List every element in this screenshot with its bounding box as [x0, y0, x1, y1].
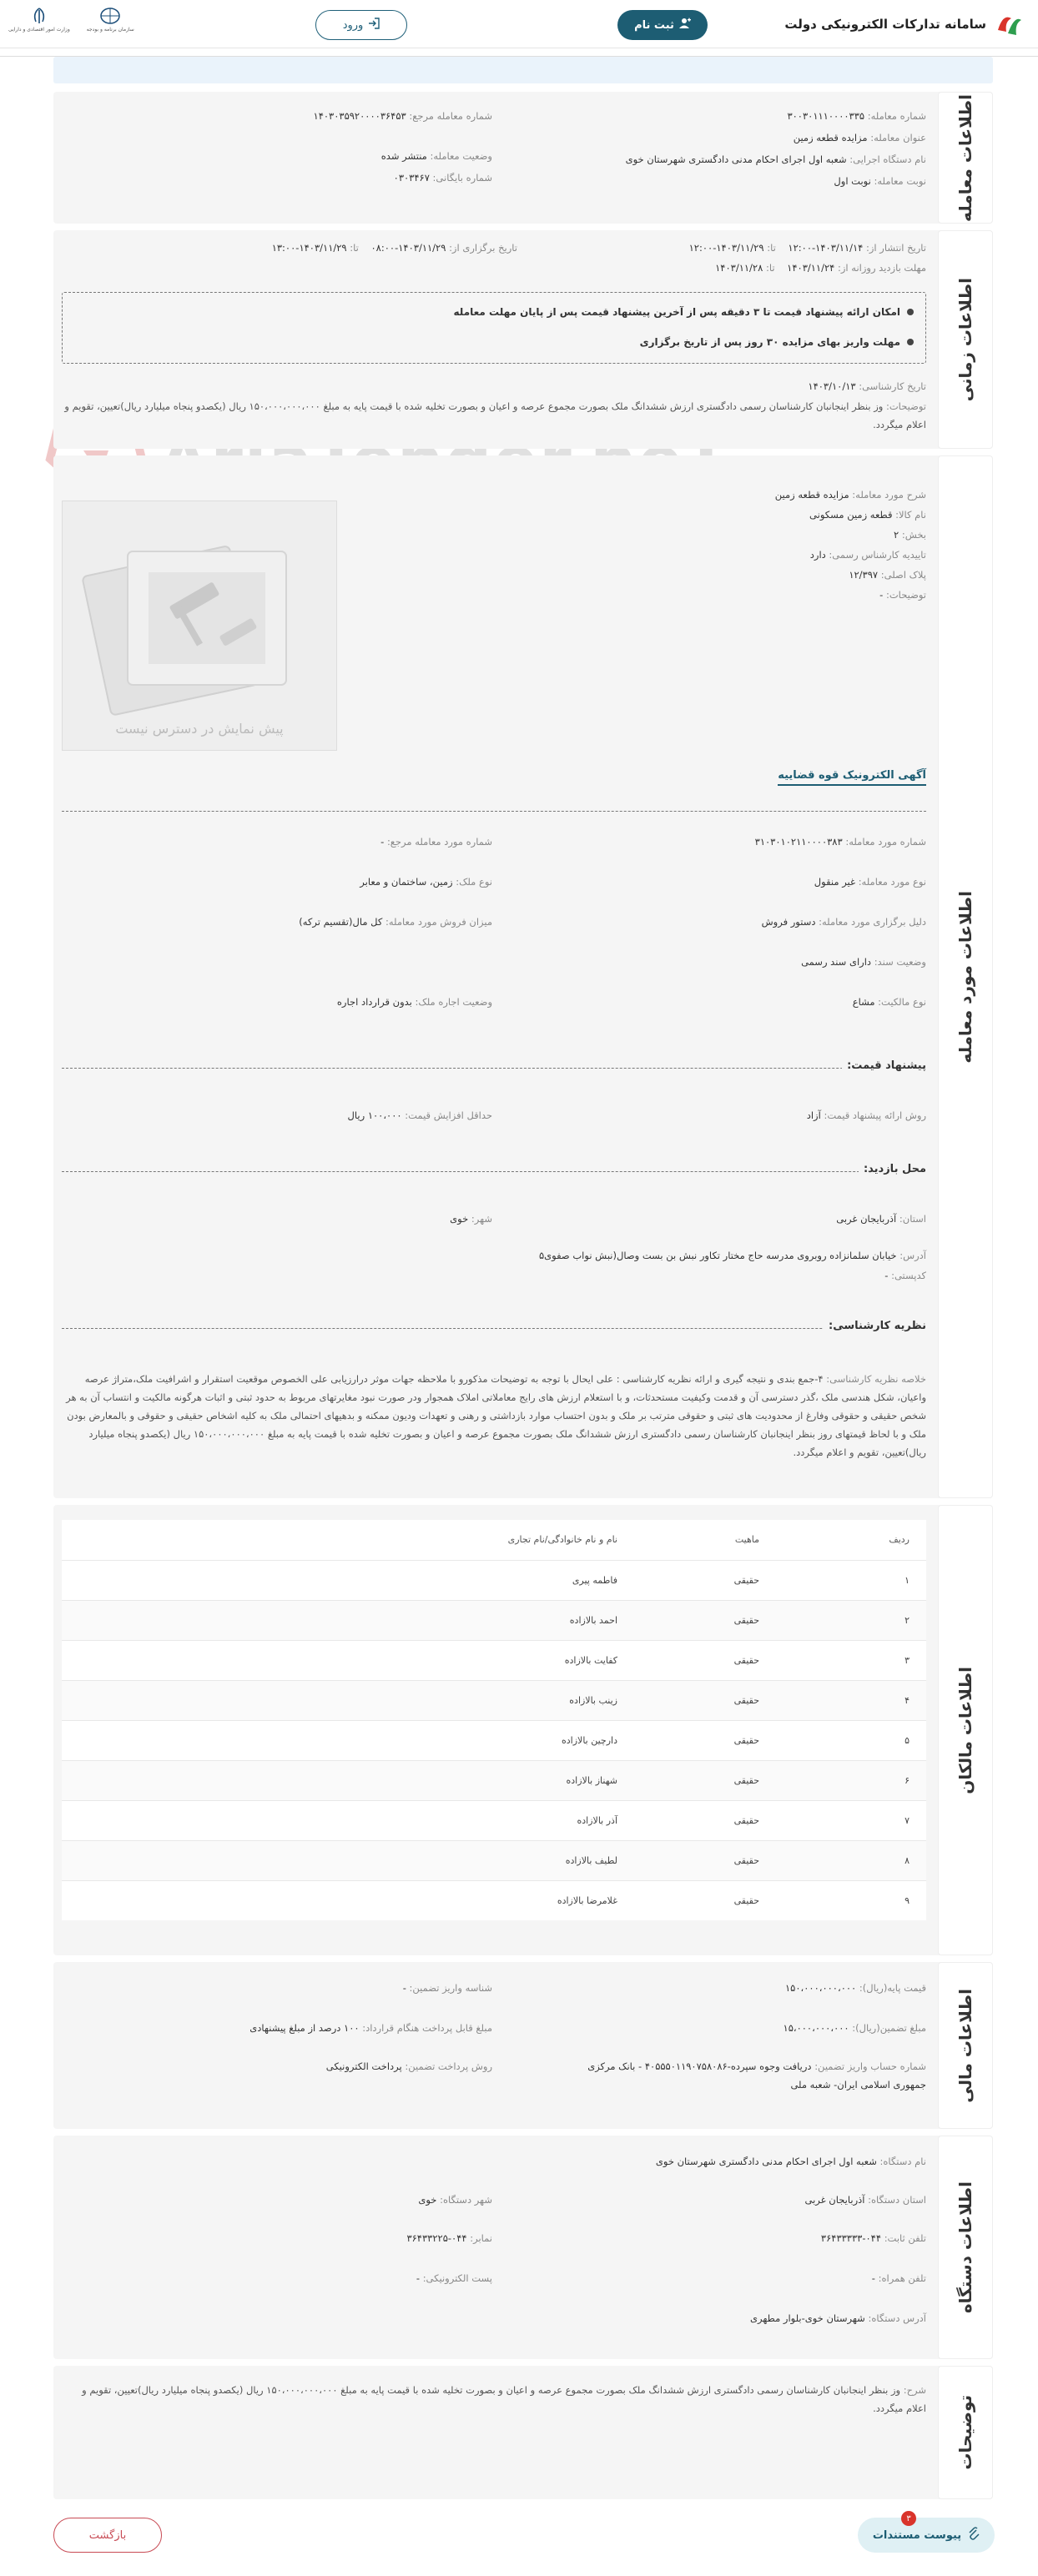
login-button[interactable] — [315, 10, 407, 40]
org-province-row: استان دستگاه: آذربایجان غربی — [804, 2194, 926, 2206]
column-header-row-number: ردیف — [776, 1520, 926, 1560]
bottom-actions — [0, 2511, 1038, 2561]
finance-section-label: اطلاعات مالی — [938, 1962, 993, 2129]
site-title: سامانه تدارکات الکترونیکی دولت — [784, 17, 986, 32]
column-header-type: ماهیت — [634, 1520, 776, 1560]
image-caption: پیش نمایش در دسترس نیست — [115, 721, 284, 737]
item-desc-row: شرح مورد معامله: مزایده قطعه زمین — [774, 489, 926, 501]
base-price-row: قیمت پایه(ریال): ۱۵۰،۰۰۰،۰۰۰،۰۰۰ — [784, 1982, 926, 1994]
transaction-number-row: شماره معامله: ۳۰۰۳۰۱۱۱۰۰۰۰۳۳۵ — [787, 110, 926, 122]
globe-emblem-icon — [99, 7, 121, 25]
transaction-section — [53, 92, 993, 224]
visit-date-row: مهلت بازدید روزانه از: ۱۴۰۳/۱۱/۲۴ تا: ۱۴۰۳/۱۱/۲۸ — [715, 262, 926, 274]
timing-description: توضیحات: وز بنظر اینجانبان کارشناسان رسمی دادگستری ارزش ششدانگ ملک بصورت مجموع عرصه و اعیان و بصورت تخلیه شده با قیمت پایه به مبلغ ۱۵۰،۰۰۰،۰۰۰،۰۰۰ ریال (یکصدو پنجاه میلیارد ریال)تعیین، تقویم و اعلام میگردد. — [64, 400, 926, 430]
cell-name: فاطمه پیری — [62, 1560, 634, 1600]
info-strip — [53, 57, 993, 83]
cell-type: حقیقی — [634, 1720, 776, 1760]
bid-method-row: روش ارائه پیشنهاد قیمت: آزاد — [806, 1109, 926, 1121]
transaction-title-row: عنوان معامله: مزایده قطعه زمین — [793, 132, 926, 143]
contract-payment-row: مبلغ قابل پرداخت هنگام قرارداد: ۱۰۰ درصد از مبلغ پیشنهادی — [249, 2022, 492, 2034]
bullet-icon — [907, 339, 914, 345]
back-button[interactable]: بازگشت — [53, 2518, 162, 2553]
item-number-row: شماره مورد معامله: ۳۱۰۳۰۱۰۲۱۱۰۰۰۰۳۸۳ — [754, 836, 926, 848]
city-row: شهر: خوی — [450, 1213, 492, 1225]
notice-item-1: امکان ارائه پیشنهاد قیمت تا ۳ دقیقه پس از آخرین پیشنهاد قیمت پس از پایان مهلت معامله — [454, 306, 914, 318]
org-section-label: اطلاعات دستگاه — [938, 2136, 993, 2359]
share-row: میزان فروش مورد معامله: کل مال(تقسیم ترکه) — [299, 916, 492, 928]
org-mobile-row: تلفن همراه: - — [871, 2272, 926, 2284]
cell-type: حقیقی — [634, 1800, 776, 1840]
transaction-section-label: اطلاعات معامله — [938, 92, 993, 224]
org-body — [62, 2136, 926, 2359]
cell-name: کفایت بالازاده — [62, 1640, 634, 1680]
property-type-row: نوع ملک: زمین، ساختمان و معابر — [360, 876, 492, 888]
expert-title: نظریه کارشناسی: — [824, 1320, 926, 1332]
cell-name: زینب بالازاده — [62, 1680, 634, 1720]
government-logos — [8, 7, 134, 33]
reason-row: دلیل برگزاری مورد معامله: دستور فروش — [761, 916, 926, 928]
login-icon — [368, 18, 380, 33]
notes-row: توضیحات: - — [879, 589, 926, 601]
cell-name: آذر بالازاده — [62, 1800, 634, 1840]
transaction-body — [62, 92, 926, 224]
planning-org-caption: سازمان برنامه و بودجه — [86, 27, 134, 33]
transaction-status-row: وضعیت معامله: منتشر شده — [380, 150, 492, 162]
deposit-id-row: شناسه واریز تضمین: - — [402, 1982, 492, 1994]
notice-box — [62, 292, 926, 364]
item-section-label: اطلاعات مورد معامله — [938, 455, 993, 1498]
user-add-icon — [679, 18, 691, 33]
cell-name: شهناز بالازاده — [62, 1760, 634, 1800]
register-label: ثبت نام — [634, 18, 674, 32]
expert-date-row: تاریخ کارشناسی: ۱۴۰۳/۱۰/۱۳ — [808, 380, 926, 392]
address-row: آدرس: خیابان سلمانزاده روبروی مدرسه حاج مختار تکاور نبش بن بست وصال(نبش نواب صفوی۵ — [538, 1250, 926, 1261]
table-row — [62, 1800, 926, 1840]
table-header-row — [62, 1520, 926, 1560]
cell-row-number: ۶ — [776, 1760, 926, 1800]
owners-section — [53, 1505, 993, 1955]
cell-type: حقیقی — [634, 1760, 776, 1800]
cell-type: حقیقی — [634, 1640, 776, 1680]
cell-name: احمد بالازاده — [62, 1600, 634, 1640]
register-button[interactable] — [617, 10, 708, 40]
account-row-2: جمهوری اسلامی ایران- شعبه ملی — [790, 2079, 926, 2090]
approval-row: تاییدیه کارشناس رسمی: دارد — [809, 549, 926, 561]
attachments-button[interactable] — [858, 2518, 995, 2553]
cell-row-number: ۲ — [776, 1600, 926, 1640]
table-row — [62, 1560, 926, 1600]
divider — [62, 1171, 926, 1172]
timing-section-label: اطلاعات زمانی — [938, 230, 993, 449]
org-city-row: شهر دستگاه: خوی — [418, 2194, 492, 2206]
ministry-logo — [8, 7, 70, 33]
table-row — [62, 1760, 926, 1800]
description-body — [62, 2366, 926, 2499]
column-header-name: نام و نام خانوادگی/نام تجاری — [62, 1520, 634, 1560]
cell-row-number: ۷ — [776, 1800, 926, 1840]
executing-org-row: نام دستگاه اجرایی: شعبه اول اجرای احکام مدنی دادگستری شهرستان خوی — [625, 153, 926, 165]
paperclip-icon — [968, 2527, 980, 2543]
transaction-round-row: نوبت معامله: نوبت اول — [834, 175, 926, 187]
owners-body — [62, 1505, 926, 1955]
cell-name: غلامرضا بالازاده — [62, 1880, 634, 1920]
org-section — [53, 2136, 993, 2359]
bullet-icon — [907, 309, 914, 315]
cell-row-number: ۸ — [776, 1840, 926, 1880]
cell-type: حقیقی — [634, 1600, 776, 1640]
table-row — [62, 1680, 926, 1720]
item-ref-row: شماره مورد معامله مرجع: - — [380, 836, 492, 848]
owners-table — [62, 1520, 926, 1920]
location-title: محل بازدید: — [859, 1163, 926, 1175]
section-row: بخش: ۲ — [893, 529, 926, 541]
cell-row-number: ۵ — [776, 1720, 926, 1760]
hold-date-row: تاریخ برگزاری از: ۱۴۰۳/۱۱/۲۹-۰۸:۰۰ تا: ۱۴۰۳/۱۱/۲۹-۱۳:۰۰ — [271, 242, 517, 254]
archive-number-row: شماره بایگانی: ۰۳۰۳۴۶۷ — [393, 172, 492, 184]
ownership-row: نوع مالکیت: مشاع — [852, 996, 926, 1008]
cell-name: لطیف بالازاده — [62, 1840, 634, 1880]
attachments-label: پیوست مستندات — [872, 2528, 962, 2542]
bid-min-row: حداقل افزایش قیمت: ۱۰۰،۰۰۰ ریال — [347, 1109, 492, 1121]
notice-item-2: مهلت واریز بهای مزایده ۳۰ روز پس از تاریخ برگزاری — [640, 336, 914, 348]
cell-type: حقیقی — [634, 1680, 776, 1720]
divider — [62, 1328, 926, 1329]
lease-row: وضعیت اجاره ملک: بدون قرارداد اجاره — [336, 996, 492, 1008]
attachments-count-badge: ۳ — [901, 2511, 916, 2526]
cell-row-number: ۱ — [776, 1560, 926, 1600]
ministry-caption: وزارت امور اقتصادی و دارایی — [8, 27, 70, 33]
setad-logo-icon — [995, 10, 1025, 38]
item-image-placeholder — [62, 501, 337, 751]
divider — [62, 1068, 926, 1069]
owners-section-label: اطلاعات مالکان — [938, 1505, 993, 1955]
item-section — [53, 455, 993, 1498]
table-row — [62, 1640, 926, 1680]
table-row — [62, 1880, 926, 1920]
top-navbar — [0, 0, 1038, 48]
iran-emblem-icon — [29, 7, 49, 25]
timing-section — [53, 230, 993, 449]
cell-type: حقیقی — [634, 1560, 776, 1600]
cell-type: حقیقی — [634, 1880, 776, 1920]
pay-method-row: روش پرداخت تضمین: پرداخت الکترونیکی — [325, 2060, 492, 2072]
guarantee-row: مبلغ تضمین(ریال): ۱۵،۰۰۰،۰۰۰،۰۰۰ — [783, 2022, 926, 2034]
timing-body — [62, 230, 926, 449]
description-section-label: توضیحات — [938, 2366, 993, 2499]
expert-summary: خلاصه نظریه کارشناسی: ۴-جمع بندی و نتیجه گیری و ارائه نظریه کارشناسی : علی ایحال با توجه به توضیحات مذکورو با ملاحظه جهات موثر درارزیابی علی الخصوص موقعیت استقرار و اشرافیت ملک،متراژ عرصه واعیان، شکل هندسی ملک ،گذر دسترسی آن و قدمت وکیفیت مستحدثات، و با استعلام ارزش های رایج معاملاتی املاک همجوار ودر صورت نبود مغایرتهای مربوط به حدود ثبتی و اثبات هرگونه مالکیت و انتساب آن به هر شخص حقیقی و حقوقی وفارغ از محدودیت های ثبتی و حقوقی مترتب بر ملک و بدون احتساب موارد بازداشتی و رهنی و تعهدات ودیون ممکنه و بدهیهای احتمالی ملک به کلیه اشخاص حقیقی و حقوقی و بالمعارض بودن ملک و با لحاظ قیمتهای روز بنظر اینجانبان کارشناسان رسمی دادگستری ارزش ششدانگ ملک بصورت مجموع عرصه و اعیان و بصورت تخلیه شده با قیمت پایه به مبلغ ۱۵۰،۰۰۰،۰۰۰،۰۰۰ ریال (یکصدو پنجاه میلیارد ریال)تعیین، تقویم و اعلام میگردد. — [66, 1373, 926, 1458]
cell-type: حقیقی — [634, 1840, 776, 1880]
login-label: ورود — [342, 18, 364, 32]
publish-date-row: تاریخ انتشار از: ۱۴۰۳/۱۱/۱۴-۱۲:۰۰ تا: ۱۴۰۳/۱۱/۲۹-۱۲:۰۰ — [688, 242, 926, 254]
bid-title: پیشنهاد قیمت: — [842, 1059, 926, 1072]
finance-body — [62, 1962, 926, 2129]
description-text: شرح: وز بنظر اینجانبان کارشناسان رسمی دادگستری ارزش ششدانگ ملک بصورت مجموع عرصه و اعیان و بصورت تخلیه شده با قیمت پایه به مبلغ ۱۵۰،۰۰۰،۰۰۰،۰۰۰ ریال (یکصدو پنجاه میلیارد ریال)تعیین، تقویم و اعلام میگردد. — [82, 2384, 926, 2414]
cell-row-number: ۴ — [776, 1680, 926, 1720]
good-name-row: نام کالا: قطعه زمین مسکونی — [809, 509, 926, 521]
judiciary-ad-link[interactable]: آگهی الکترونیک قوه قضاییه — [778, 769, 926, 786]
table-row — [62, 1600, 926, 1640]
brand[interactable] — [784, 10, 1025, 38]
cell-row-number: ۹ — [776, 1880, 926, 1920]
table-row — [62, 1720, 926, 1760]
ref-number-row: شماره معامله مرجع: ۱۴۰۳۰۳۵۹۲۰۰۰۰۳۶۴۵۳ — [313, 110, 492, 122]
finance-section — [53, 1962, 993, 2129]
menu-strip — [0, 48, 1038, 57]
org-fax-row: نمابر: ۰۴۴-۳۶۴۳۳۲۲۵ — [406, 2232, 492, 2244]
cell-name: دارچین بالازاده — [62, 1720, 634, 1760]
cell-row-number: ۳ — [776, 1640, 926, 1680]
org-name-row: نام دستگاه: شعبه اول اجرای احکام مدنی دادگستری شهرستان خوی — [655, 2156, 926, 2167]
item-type-row: نوع مورد معامله: غیر منقول — [814, 876, 926, 888]
table-row — [62, 1840, 926, 1880]
postal-row: کدپستی: - — [884, 1270, 926, 1281]
account-row: شماره حساب واریز تضمین: دریافت وجوه سپرده-۴۰۵۵۵۰۱۱۹۰۷۵۸۰۸۶ - بانک مرکزی — [587, 2060, 926, 2072]
plate-row: پلاک اصلی: ۱۲/۳۹۷ — [849, 569, 926, 581]
planning-org-logo — [87, 7, 134, 33]
divider — [62, 811, 926, 812]
description-section — [53, 2366, 993, 2499]
deed-row: وضعیت سند: دارای سند رسمی — [801, 956, 926, 968]
org-address-row: آدرس دستگاه: شهرستان خوی-بلوار مطهری — [750, 2312, 926, 2324]
item-body — [62, 455, 926, 1498]
gavel-document-icon — [61, 501, 336, 718]
org-phone-row: تلفن ثابت: ۰۴۴-۳۶۴۳۳۳۳۳ — [820, 2232, 926, 2244]
province-row: استان: آذربایجان غربی — [836, 1213, 926, 1225]
org-email-row: پست الکترونیکی: - — [416, 2272, 492, 2284]
